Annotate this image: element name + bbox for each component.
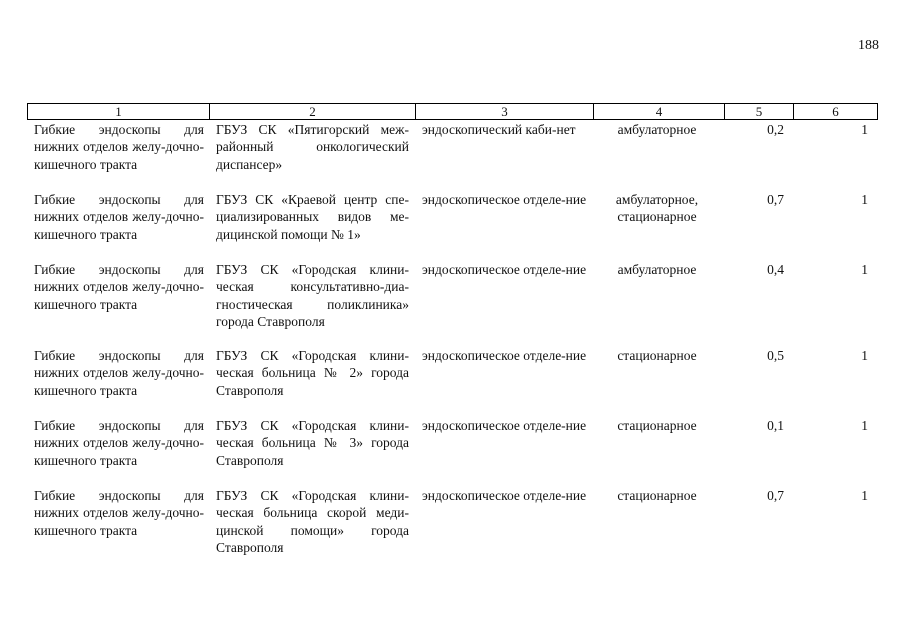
page-number: 188: [858, 38, 879, 53]
value-col6: 1: [861, 348, 868, 363]
value-col5: 0,7: [767, 192, 784, 207]
column-header-4: 4: [594, 104, 725, 120]
department-name: эндоскопическое отделе-ние: [422, 488, 587, 503]
column-header-table: [27, 103, 878, 120]
value-col6: 1: [861, 192, 868, 207]
care-type: амбулаторное, стационарное: [615, 192, 699, 225]
column-header-5: 5: [725, 104, 794, 120]
department-name: эндоскопическое отделе-ние: [422, 262, 587, 277]
department-name: эндоскопическое отделе-ние: [422, 418, 587, 433]
value-col5: 0,2: [767, 122, 784, 137]
care-type: стационарное: [617, 348, 697, 363]
value-col6: 1: [861, 418, 868, 433]
care-type: амбулаторное: [617, 122, 697, 137]
organization-name: ГБУЗ СК «Городская клини-ческая больница № 2» города Ставрополя: [216, 348, 409, 398]
equipment-name: Гибкие эндоскопы для нижних отделов желу-дочно-кишечного тракта: [34, 418, 204, 468]
column-header-1: 1: [28, 104, 210, 120]
equipment-name: Гибкие эндоскопы для нижних отделов желу-дочно-кишечного тракта: [34, 488, 204, 538]
value-col5: 0,5: [767, 348, 784, 363]
care-type: стационарное: [617, 418, 697, 433]
care-type: амбулаторное: [617, 262, 697, 277]
value-col5: 0,4: [767, 262, 784, 277]
organization-name: ГБУЗ СК «Городская клини-ческая консультативно-диа-гностическая поликлиника» города Ставрополя: [216, 262, 409, 330]
equipment-name: Гибкие эндоскопы для нижних отделов желу-дочно-кишечного тракта: [34, 192, 204, 242]
column-header-row: [28, 104, 878, 120]
equipment-name: Гибкие эндоскопы для нижних отделов желу-дочно-кишечного тракта: [34, 262, 204, 312]
department-name: эндоскопическое отделе-ние: [422, 348, 587, 363]
equipment-name: Гибкие эндоскопы для нижних отделов желу-дочно-кишечного тракта: [34, 348, 204, 398]
organization-name: ГБУЗ СК «Городская клини-ческая больница № 3» города Ставрополя: [216, 418, 409, 468]
column-header-2: 2: [210, 104, 416, 120]
organization-name: ГБУЗ СК «Пятигорский меж-районный онкологический диспансер»: [216, 122, 409, 172]
department-name: эндоскопический каби-нет: [422, 122, 576, 137]
value-col6: 1: [861, 262, 868, 277]
value-col6: 1: [861, 488, 868, 503]
organization-name: ГБУЗ СК «Городская клини-ческая больница скорой меди-цинской помощи» города Ставрополя: [216, 488, 409, 556]
care-type: стационарное: [617, 488, 697, 503]
column-header-6: 6: [794, 104, 878, 120]
value-col6: 1: [861, 122, 868, 137]
equipment-name: Гибкие эндоскопы для нижних отделов желу-дочно-кишечного тракта: [34, 122, 204, 172]
organization-name: ГБУЗ СК «Краевой центр спе-циализированных видов ме-дицинской помощи № 1»: [216, 192, 409, 242]
value-col5: 0,1: [767, 418, 784, 433]
value-col5: 0,7: [767, 488, 784, 503]
department-name: эндоскопическое отделе-ние: [422, 192, 587, 207]
column-header-3: 3: [416, 104, 594, 120]
